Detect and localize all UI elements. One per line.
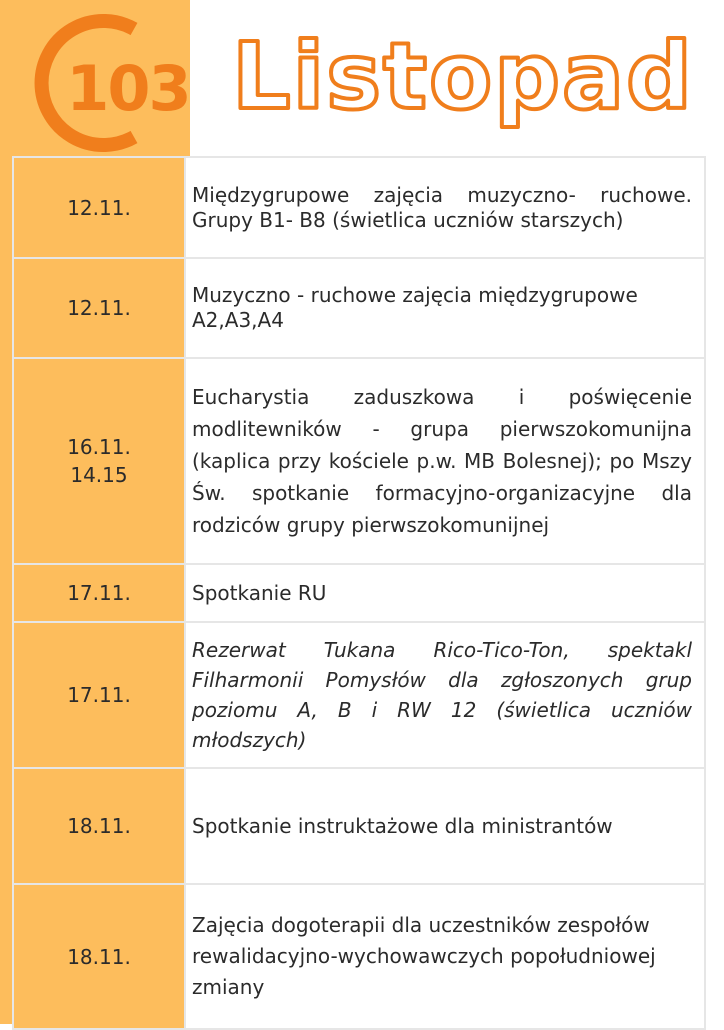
row-description: Eucharystia zaduszkowa i poświęcenie modlitewników - grupa pierwszokomunijna (kaplica przy kościele p.w. MB Bolesnej); po Mszy Św. spotkanie formacyjno-organizacyjne dla rodziców grupy pierwszokomunijnej — [185, 358, 705, 564]
table-row — [13, 622, 705, 768]
row-description: Zajęcia dogoterapii dla uczestników zespołów rewalidacyjno-wychowawczych popołudniowej zmiany — [185, 884, 705, 1029]
table-row — [13, 564, 705, 622]
row-description: Międzygrupowe zajęcia muzyczno- ruchowe. Grupy B1- B8 (świetlica uczniów starszych) — [185, 157, 705, 258]
table-row — [13, 884, 705, 1029]
row-description: Muzyczno - ruchowe zajęcia międzygrupowe A2,A3,A4 — [185, 258, 705, 358]
table-row — [13, 258, 705, 358]
page-title — [228, 22, 698, 132]
row-date: 12.11. — [13, 157, 185, 258]
row-date-time — [13, 358, 185, 564]
row-description: Spotkanie instruktażowe dla ministrantów — [185, 768, 705, 884]
logo-number: 103 — [66, 52, 190, 125]
row-date: 18.11. — [13, 768, 185, 884]
schedule-table — [12, 156, 706, 1030]
row-description: Rezerwat Tukana Rico-Tico-Ton, spektakl Filharmonii Pomysłów dla zgłoszonych grup poziomu A, B i RW 12 (świetlica uczniów młodszych) — [185, 622, 705, 768]
row-date: 17.11. — [13, 564, 185, 622]
row-date: 18.11. — [13, 884, 185, 1029]
title-text: Listopad — [232, 23, 694, 130]
row-date: 17.11. — [13, 622, 185, 768]
row-time: 14.15 — [70, 463, 128, 487]
table-row — [13, 768, 705, 884]
row-date: 12.11. — [13, 258, 185, 358]
table-row — [13, 358, 705, 564]
table-row — [13, 157, 705, 258]
row-description: Spotkanie RU — [185, 564, 705, 622]
row-date: 16.11. — [67, 435, 131, 459]
logo-103 — [18, 12, 190, 154]
